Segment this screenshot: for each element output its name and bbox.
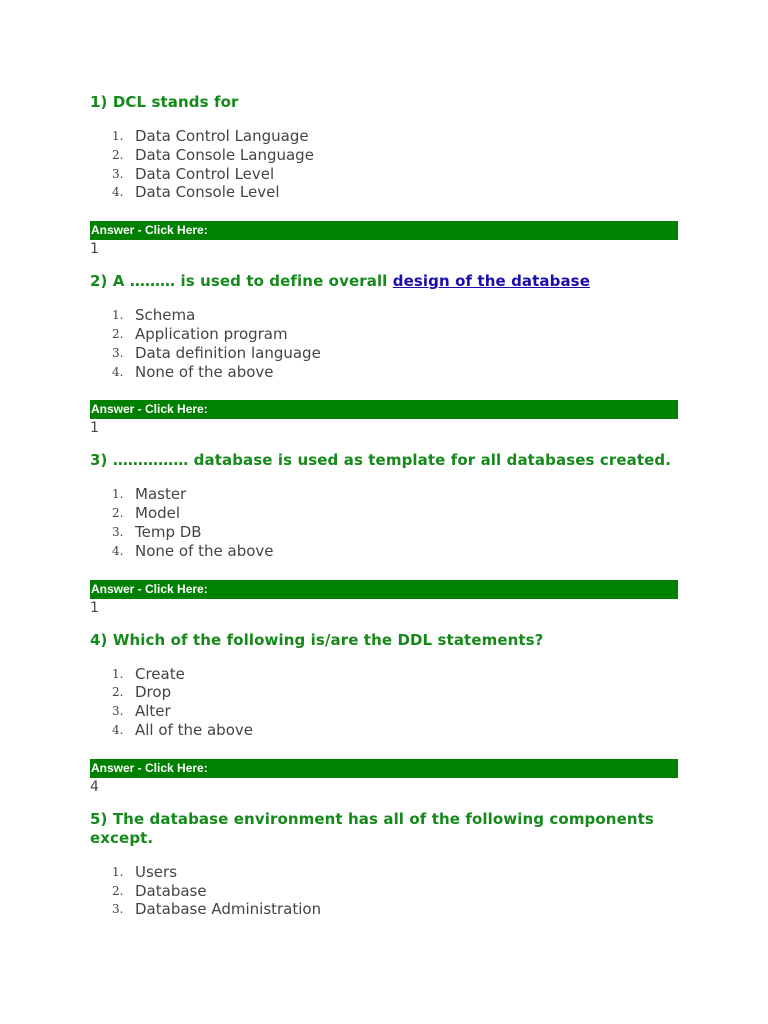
option-label: Database Administration bbox=[135, 900, 322, 919]
answer-reveal-button[interactable]: Answer - Click Here: bbox=[90, 580, 678, 599]
option-label: Application program bbox=[135, 324, 288, 343]
option-item bbox=[90, 183, 678, 202]
option-item bbox=[90, 146, 678, 165]
option-number: 1. bbox=[112, 129, 124, 143]
option-number: 3. bbox=[112, 166, 124, 181]
question-3 bbox=[90, 451, 678, 470]
option-label: None of the above bbox=[135, 362, 274, 381]
question-number: 4) bbox=[90, 630, 108, 649]
option-label: Data definition language bbox=[135, 343, 321, 362]
option-label: Model bbox=[135, 504, 181, 523]
option-number: 4. bbox=[112, 722, 124, 737]
database-design-link[interactable]: design of the database bbox=[392, 272, 590, 291]
option-number: 3. bbox=[112, 345, 124, 360]
question-text: Which of the following is/are the DDL statements? bbox=[112, 630, 544, 649]
answer-reveal-button[interactable]: Answer - Click Here: bbox=[90, 759, 678, 778]
question-number: 1) bbox=[90, 93, 108, 111]
option-item bbox=[90, 504, 678, 523]
question-block-3 bbox=[90, 451, 678, 617]
option-label: Schema bbox=[135, 306, 196, 325]
question-number: 2) bbox=[90, 272, 108, 291]
options-list-5 bbox=[90, 863, 678, 919]
option-number: 4. bbox=[112, 543, 124, 558]
question-1 bbox=[90, 93, 678, 112]
question-block-5 bbox=[90, 810, 678, 919]
option-number: 3. bbox=[112, 524, 124, 539]
option-number: 2. bbox=[112, 326, 124, 341]
options-list-4 bbox=[90, 665, 678, 740]
answer-reveal-button[interactable]: Answer - Click Here: bbox=[90, 400, 678, 419]
option-number: 2. bbox=[112, 883, 124, 898]
option-item bbox=[90, 306, 678, 325]
option-item bbox=[90, 900, 678, 919]
option-item bbox=[90, 485, 678, 504]
options-list-2 bbox=[90, 306, 678, 381]
question-text: The database environment has all of the following components except. bbox=[90, 809, 654, 847]
option-number: 1. bbox=[112, 666, 124, 681]
option-label: Database bbox=[135, 881, 207, 900]
question-block-1 bbox=[90, 93, 678, 259]
option-number: 4. bbox=[112, 185, 124, 200]
option-item bbox=[90, 344, 678, 363]
option-item bbox=[90, 665, 678, 684]
option-item bbox=[90, 863, 678, 882]
option-label: Alter bbox=[135, 702, 171, 721]
quiz-content bbox=[90, 93, 678, 919]
option-label: All of the above bbox=[135, 720, 253, 739]
option-number: 1. bbox=[112, 864, 124, 879]
option-item bbox=[90, 683, 678, 702]
option-item bbox=[90, 325, 678, 344]
option-item bbox=[90, 165, 678, 184]
question-number: 5) bbox=[90, 809, 108, 828]
option-number: 1. bbox=[112, 487, 124, 502]
option-item bbox=[90, 702, 678, 721]
answer-value: 1 bbox=[90, 420, 99, 437]
answer-value: 1 bbox=[90, 599, 99, 616]
answer-reveal-button[interactable]: Answer - Click Here: bbox=[90, 221, 678, 240]
question-5 bbox=[90, 810, 678, 848]
option-label: Data Console Level bbox=[135, 183, 280, 202]
option-item bbox=[90, 363, 678, 382]
question-block-2 bbox=[90, 272, 678, 438]
question-2 bbox=[90, 272, 678, 291]
option-item bbox=[90, 882, 678, 901]
option-label: Master bbox=[135, 485, 187, 504]
question-text: …………… database is used as template for all databases created. bbox=[112, 451, 672, 470]
option-number: 4. bbox=[112, 364, 124, 379]
options-list-1 bbox=[90, 127, 678, 202]
answer-value: 1 bbox=[90, 241, 99, 258]
options-list-3 bbox=[90, 485, 678, 560]
option-label: Data Control Language bbox=[135, 127, 309, 145]
option-number: 2. bbox=[112, 506, 124, 521]
option-label: Temp DB bbox=[135, 522, 202, 541]
option-item bbox=[90, 523, 678, 542]
option-number: 1. bbox=[112, 308, 124, 323]
question-number: 3) bbox=[90, 451, 108, 470]
answer-value: 4 bbox=[90, 778, 99, 795]
option-number: 3. bbox=[112, 902, 124, 917]
question-block-4 bbox=[90, 631, 678, 797]
option-item bbox=[90, 542, 678, 561]
question-4 bbox=[90, 631, 678, 650]
option-item bbox=[90, 721, 678, 740]
question-text: A ……… is used to define overall bbox=[112, 272, 393, 291]
option-label: Users bbox=[135, 862, 178, 881]
option-number: 3. bbox=[112, 704, 124, 719]
question-text: DCL stands for bbox=[112, 93, 239, 111]
option-number: 2. bbox=[112, 147, 124, 162]
option-item bbox=[90, 127, 678, 146]
option-label: None of the above bbox=[135, 541, 274, 560]
option-number: 2. bbox=[112, 685, 124, 700]
option-label: Create bbox=[135, 664, 185, 683]
option-label: Drop bbox=[135, 683, 172, 702]
option-label: Data Console Language bbox=[135, 145, 314, 164]
option-label: Data Control Level bbox=[135, 164, 275, 183]
